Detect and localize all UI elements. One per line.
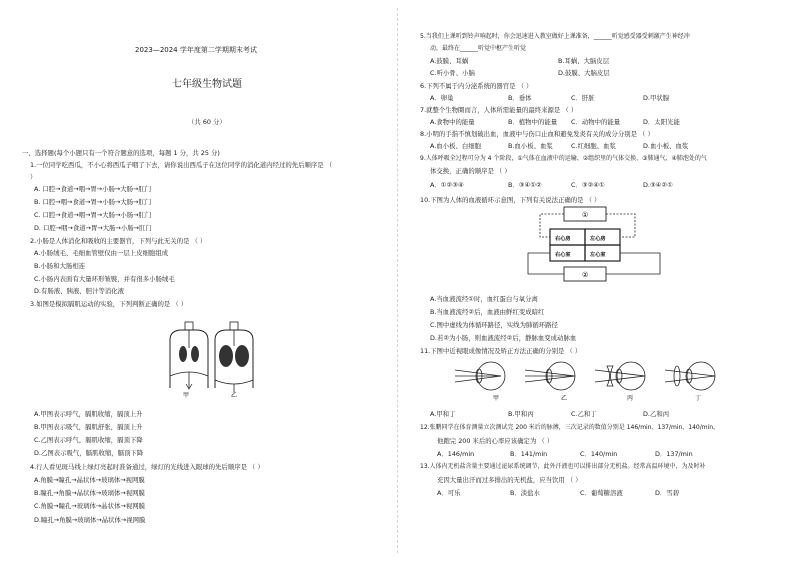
question-13-option-c: C．葡萄糖溶液	[580, 489, 623, 497]
question-2-stem: 2.小肠是人体消化和吸收的主要器官，下列与此无关的是 （ ）	[30, 237, 207, 245]
question-9-stem-end: 体交换，正确的顺序是 （ ）	[430, 167, 511, 175]
chamber-right-atrium: 右心房	[555, 236, 571, 242]
chamber-left-atrium: 左心房	[590, 236, 606, 242]
question-8-option-a: A.血小板、白细胞	[430, 142, 482, 150]
question-3-option-d: D.乙图表示吸气，膈肌收缩，膈顶下降	[34, 449, 144, 457]
question-1-stem-end: ）	[30, 173, 37, 181]
eye-yi	[525, 362, 575, 390]
column-divider	[397, 8, 398, 553]
question-1-option-d: D. 口腔→咽→食道→胃→大肠→小肠→肛门	[34, 224, 152, 232]
question-13-stem: 13.人体内无机盐含量主要通过泌尿系统调节，此外汗液也可以排出部分无机盐。经常高温环境中，为及时补	[420, 463, 706, 470]
question-9-option-b: B．③④①②	[508, 181, 542, 189]
question-11-option-c: C.乙和丁	[571, 410, 597, 418]
question-3-option-a: A.甲图表示呼气，膈肌收缩，膈顶上升	[34, 410, 143, 418]
question-1-option-b: B. 口腔→咽→食道→胃→小肠→大肠→肛门	[34, 198, 152, 206]
question-1-option-a: A. 口腔→食道→咽→胃→小肠→大肠→肛门	[34, 185, 152, 193]
question-4-stem: 4.行人看见斑马线上绿灯亮起时准备通过，绿灯的光线进入眼球的先后顺序是 （ ）	[30, 463, 264, 471]
exam-subject-title: 七年级生物试题	[172, 79, 242, 90]
question-4-option-d: D.瞳孔→角膜→玻璃体→晶状体→视网膜	[34, 516, 146, 524]
question-11-stem: 11.下图中近视眼成像情况及矫正方法正确的分别是 （ ）	[420, 347, 582, 355]
chamber-left-ventricle: 左心室	[590, 252, 606, 258]
question-12-stem: 12.张鹏同学在体育测量立次测试完 200 米后的脉搏，三次记录的数值分别是 146/min、137/min、140/min，	[420, 424, 720, 431]
question-6-option-d: D.甲状腺	[643, 94, 670, 102]
question-11-option-a: A.甲和丁	[430, 410, 456, 418]
question-13-option-b: B．淡盐水	[510, 489, 540, 497]
question-3-option-c: C.乙图表示呼气，膈肌收缩，膈顶下降	[34, 436, 143, 444]
question-9-option-d: D.③④②①	[643, 181, 673, 189]
question-2-option-b: B.小肠和大肠相连	[34, 262, 86, 270]
eye-ding	[665, 362, 715, 390]
question-7-option-b: B．植物中的能量	[508, 118, 558, 126]
capillary-box-1-label: ①	[582, 211, 589, 219]
question-5-stem-end: 动，最终在______听觉中枢产生听觉	[430, 45, 527, 52]
question-11-option-d: D.乙和丙	[643, 410, 670, 418]
exam-year-title: 2023—2024 学年度第二学期期末考试	[135, 46, 257, 54]
question-11-option-b: B.甲和丙	[508, 410, 534, 418]
question-8-option-c: C.红细胞、血浆	[571, 142, 616, 150]
blood-circulation-diagram	[520, 203, 670, 285]
circulation-paths	[528, 214, 660, 274]
question-10-option-b: B.当血液流经②后，血液由鲜红变成暗红	[430, 308, 545, 316]
question-3-stem: 3.如图是模拟膈肌运动的实验，下列判断正确的是 （ ）	[30, 300, 188, 308]
eye-bing	[595, 362, 645, 390]
bell-jar-yi	[215, 322, 253, 392]
question-2-option-d: D.有肠液、胰液、胆汁等消化液	[34, 287, 125, 295]
question-9-option-a: A．①②③④	[430, 181, 464, 189]
question-6-option-a: A．卵巢	[430, 94, 454, 102]
eye-label-bing: 丙	[627, 395, 634, 402]
bell-jar-label-yi: 乙	[231, 392, 238, 398]
question-1-stem: 1.一位同学吃西瓜，不小心将西瓜子咽了下去，请你说出西瓜子在这位同学的消化道内经过的先后顺序是 （	[30, 161, 333, 169]
question-12-option-b: B．141/min	[510, 450, 548, 458]
question-5-option-c: C.听小骨、小脑	[430, 69, 475, 77]
question-2-option-a: A.小肠绒毛、毛细血管壁仅由一层上皮细胞组成	[34, 249, 169, 257]
question-5-option-b: B.耳蜗、大脑皮层	[558, 57, 610, 65]
question-4-option-c: C.角膜→瞳孔→玻璃体→晶状体→视网膜	[34, 502, 145, 510]
eye-jia	[455, 362, 505, 390]
question-9-stem: 9.人体呼吸全过程可分为 4 个阶段，①气体在血液中的运输、②组织里的气体交换、③肺通气、④肺泡处的气	[420, 155, 707, 162]
question-1-option-c: C. 口腔→食道→咽→胃→大肠→小肠→肛门	[34, 211, 152, 219]
bell-jar-jia	[170, 322, 208, 389]
capillary-box-2-label: ②	[582, 271, 589, 279]
heart-chambers	[550, 229, 620, 261]
question-10-option-c: C.图中虚线为体循环路径，实线为肺循环路径	[430, 321, 558, 329]
question-6-stem: 6.下列不属于内分泌系统的器官是 （ ）	[420, 82, 533, 90]
question-2-option-c: C.小肠内表面有大量环形皱襞，并有很多小肠绒毛	[34, 275, 175, 283]
chamber-right-ventricle: 右心室	[555, 252, 571, 258]
question-12-option-a: A．146/min	[437, 450, 475, 458]
question-12-stem-end: 他跑完 200 米后的心率应该确定为 （ ）	[437, 437, 554, 445]
question-7-option-c: C．动物中的能量	[571, 118, 621, 126]
question-13-stem-end: 充因大量出汗而过多排出的无机盐，应当饮用 （ ）	[437, 476, 582, 484]
question-6-option-c: C．肝脏	[571, 94, 595, 102]
question-8-option-d: D.血小板、血浆	[643, 142, 689, 150]
question-10-option-d: D.若②为小肠，则血液流经②后，静脉血变成动脉血	[430, 334, 577, 342]
bell-jar-label-jia: 甲	[183, 392, 190, 398]
question-12-option-d: D．137/min	[655, 450, 693, 458]
eye-label-yi: 乙	[561, 395, 568, 402]
section-heading: 一、选择题(每个小题只有一个符合题意的选项，每题 1 分，共 25 分)	[22, 149, 220, 157]
question-6-option-b: B．垂体	[508, 94, 532, 102]
question-7-option-a: A.食物中的能量	[430, 118, 475, 126]
total-score: （共 60 分）	[188, 118, 226, 126]
question-7-stem: 7.就整个生物圈而言，人体所需能量的最终来源是 （ ）	[420, 106, 578, 114]
question-5-option-a: A.鼓膜、耳蜗	[430, 57, 469, 65]
question-4-option-b: B.瞳孔→角膜→晶状体→玻璃体→视网膜	[34, 489, 145, 497]
question-12-option-c: C．140/min	[580, 450, 618, 458]
question-5-stem: 5.当我们上课听到铃声响起时，你会迅速进入教室做好上课准备，______听觉感受器受刺激产生神经冲	[420, 33, 690, 40]
eye-label-ding: 丁	[695, 395, 702, 402]
eye-diagrams	[455, 358, 725, 402]
question-10-option-a: A.当血液流经①时，血红蛋白与氧分离	[430, 295, 538, 303]
question-4-option-a: A.角膜→瞳孔→晶状体→玻璃体→视网膜	[34, 476, 145, 484]
question-10-stem: 10.下图为人体的血液循环示意图，下列有关说法正确的是 （ ）	[420, 196, 601, 204]
question-13-option-a: A．可乐	[437, 489, 461, 497]
question-8-stem: 8.小明的手指不慎划破出血，血液中与伤口止血和避免发炎有关的成分分别是 （ ）	[420, 130, 654, 138]
question-8-option-b: B.血小板、血浆	[508, 142, 553, 150]
question-3-option-b: B.甲图表示吸气，膈肌舒张，膈顶上升	[34, 423, 143, 431]
question-13-option-d: D．雪碧	[655, 489, 680, 497]
eye-label-jia: 甲	[493, 395, 500, 402]
question-7-option-d: D．太阳光能	[643, 118, 680, 126]
bell-jar-diagram	[155, 318, 265, 398]
question-5-option-d: D.鼓膜、大脑皮层	[558, 69, 610, 77]
question-9-option-c: C．③②④①	[571, 181, 605, 189]
